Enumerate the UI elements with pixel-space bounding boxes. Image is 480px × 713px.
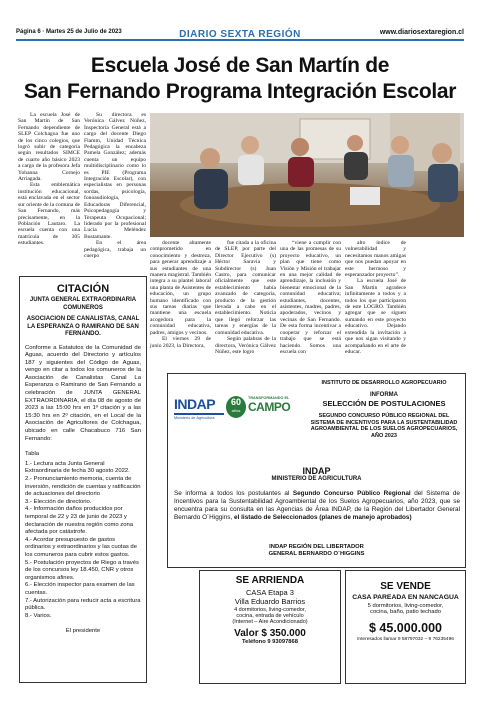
indap-years: 60 [230,397,241,407]
paper-name: DIARIO SEXTA REGIÓN [179,29,301,40]
indap-heading: INDAP [302,466,331,476]
arrienda-phone: Teléfono 9 93097868 [242,639,298,645]
indap-logo [174,396,224,420]
indap-institute: INSTITUTO DE DESARROLLO AGROPECUARIO [321,380,447,386]
indap-body-b: Segundo Concurso Público Regional [292,490,411,497]
agenda-item: 4.- Información daños producidos por temporal de 22 y 23 de junio de 2023 y declaración de nuestra región como zona afectada por catástrofe. [25,506,134,536]
arrienda-line-3: 4 dormitorios, living-comedor, [234,607,306,613]
paragraph: La escuela José de San Martín de San Fernando dependiente de SLEP Colchagua fue uno de los cinco colegios, que logró subir de categoría según resultados SIMCE de cuarto año básico 2023 a cargo de la profesora Jefa Yohanna Cornejo Arriagada. [18,112,80,183]
indap-body-d: el listado de Seleccionados (planes de manejo aprobados) [234,514,412,521]
citacion-title: CITACIÓN [56,283,110,295]
article-column-4 [215,240,276,355]
indap-ministry: MINISTERIO DE AGRICULTURA [271,476,362,482]
citacion-agenda [25,461,141,620]
vende-price: $ 45.000.000 [369,621,442,635]
paragraph: Según palabras de la directora, Verónica Gálvez Núñez, este logro [215,336,276,355]
headline-line-1: Escuela José de San Martín de [90,54,390,77]
indap-informa: INFORMA [370,392,398,398]
paragraph: En el área pedagógica, trabaja un cuerpo [84,240,146,259]
citacion-body: Conforme a Estatutos de la Comunidad de Aguas, acuerdo del Directorio y artículos 187 y siguientes del Código de Aguas, vengo en citar a todos los comuneros de la Asociación de Canalistas Canal La Esperanza o Ramirano de San Fernando a celebración de JUNTA GENERAL EXTRAORDINARIA, el día 08 de agosto de 2023 a las 15:00 hrs en 1º citación y a las 15:30 hrs en 2º citación, en el Local de la Asociación de Agricultores de Colchagua, ubicado en calle Chacabuco 716 San Fernando: [25,344,141,442]
agenda-item: 3.- Elección de directorio. [25,498,92,505]
headline-line-2: San Fernando Programa Integración Escolar [23,80,457,103]
indap-campaign-line2: CAMPO [248,400,291,414]
arrienda-price: Valor $ 350.000 [234,628,306,639]
paragraph: El viernes 29 de junio 2023, la Directora, [150,336,211,349]
paragraph: Esta emblemática institución educacional, está enclavada en el sector sur oriente de la comuna de San Fernando, más precisamente, en la Población Lautaro. La escuela cuenta con una matrícula de 305 estudiantes. [18,182,80,247]
indap-campaign-line1: TRANSFORMANDO EL [248,396,290,400]
article-column-3 [150,240,211,349]
indap-logo-ministry: Ministerio de Agricultura [174,416,215,420]
indap-60-badge [226,396,246,418]
vende-line-1: CASA PAREADA EN NANCAGUA [352,594,459,601]
arrienda-title: SE ARRIENDA [235,575,305,586]
indap-concurso: SEGUNDO CONCURSO PÚBLICO REGIONAL DEL SISTEMA DE INCENTIVOS PARA LA SUSTENTABILIDAD AGROAMBIENTAL DE LOS SUELOS AGROPECUARIOS, AÑO 2023 [310,413,458,439]
vende-line-3: cocina, baño, patio techado [370,609,441,615]
arrienda-line-1: CASA Etapa 3 [246,588,294,597]
indap-campaign [248,396,306,414]
citacion-subtitle-2: ASOCIACION DE CANALISTAS, CANAL LA ESPERANZA O RAMIRANO DE SAN FERNANDO. [26,316,140,337]
agenda-item: 8.- Varios. [25,612,52,619]
indap-notice [167,373,466,568]
indap-logo-bar [174,413,224,415]
citacion-subtitle-1: JUNTA GENERAL EXTRAORDINARIA COMUNEROS [29,297,137,311]
citacion-notice [19,276,147,683]
indap-body-a: Se informa a todos los postulantes al [174,490,293,497]
agenda-item: 5.- Postulación proyectos de Riego a través de los concursos ley 18.450, CNR y otros organismos afines. [25,559,139,581]
vende-phone: Interesados llamar 9 58797032 – 9 76235496 [357,637,454,642]
vende-line-2: 5 dormitorios, living-comedor, [367,603,444,609]
meeting-photo-illustration [150,113,464,237]
arrienda-ad [199,570,341,684]
arrienda-line-2: Villa Eduardo Barrios [234,597,306,606]
indap-body-c: del Sistema de Incentivos para la Sustentabilidad Agroambiental de los Suelos Agropecuarios, año 2023, que se encuentra para su consulta en las Agencias de Área INDAP, de la Región del Libertador General Bernardo O´Higgins, [174,490,460,521]
arrienda-line-5: (Internet – Aire Acondicionado) [232,619,308,625]
paragraph: Su directora es Verónica Gálvez Núñez, Inspectoría General está a cargo del docente Diego Flamm, Unidad Técnica Pedagógica la encabeza Pamela González; además cuenta un equipo multidisciplinario como lo es PIE (Programa Integración Escolar), con especialistas en personas sordas, psicología, fonoaudiología, Educadoras Diferencial, Psicopedagogía y Terapeuta Ocupacional; liderado por la profesional Lucía Meléndez Bustamante. [84,112,146,240]
article-column-5 [280,240,341,355]
indap-body [174,490,460,522]
meeting-photo [150,113,464,237]
paragraph: “viene a cumplir con una de las promesas de su proyecto educativo, un plan que tiene como Visión y Misión el trabajar en una mejor calidad de aprendizaje, la inclusión y bienestar emocional de la comunidad educativa; estudiantes, docentes, asistentes, madres, padres, apoderados, vecinos y vecinas de San Fernando. De esta forma incentivar a cooperar y reforzar el trabajo que se está haciendo. Somos una escuela con [280,240,341,355]
agenda-item: 6.- Elección inspector para examen de las cuentas. [25,582,135,596]
header-rule [16,39,464,41]
agenda-item: 4.- Acordar presupuesto de gastos ordinarios y extraordinarios y las cuotas de los comuneros para cubrir estos gastos. [25,536,137,558]
article-column-2 [84,112,146,259]
agenda-item: 7.- Autorización para reducir acta a escritura pública. [25,597,141,612]
citacion-tabla-label: Tabla [25,451,40,458]
agenda-item: 2.- Pronunciamiento memoria, cuenta de inversión, rendición de cuentas y ratificación de actuaciones del directorio [25,476,141,498]
website-link[interactable]: www.diariosextaregion.cl [379,29,464,36]
article-column-6 [345,240,406,355]
citacion-signature: El presidente [65,628,101,635]
vende-title: SE VENDE [380,581,431,592]
indap-footer-2: GENERAL BERNARDO O´HIGGINS [268,551,365,557]
page-date: Página 6 · Martes 25 de Julio de 2023 [16,29,122,35]
article-column-1 [18,112,80,247]
indap-seleccion: SELECCIÓN DE POSTULACIONES [322,399,446,408]
vende-ad [345,570,466,684]
indap-footer-1: INDAP REGIÓN DEL LIBERTADOR [269,544,364,550]
indap-logo-text: INDAP [174,396,216,412]
arrienda-line-4: cocina, entrada de vehículo [236,613,304,619]
paragraph: La escuela José de San Martín agradece infinitamente a todos y a todos los que participaron de este LOGRO. También agregar que se siguen sumando en este proyecto educativo. Dejando extendida la invitación a que nos sigan visitando y acompañando en el arte de educar. [345,278,406,355]
paragraph: alto índice de vulnerabilidad y necesitamos manos amigas que nos puedan apoyar en este hermoso y esperanzador proyecto”. [345,240,406,279]
paragraph: fue citada a la oficina de SLEP, por parte del Director Ejecutivo (s) Héctor Saravia y Subdirector (s) Juan Castro, para comunicar oficialmente que este establecimiento había avanzado de categoría, producto de la gestión llevada a cabo en el establecimiento. Noticia que llegó reforzar las tareas y energías de la comunidad educativa. [215,240,276,336]
agenda-item: 1.- Lectura acta Junta General Extraordinaria de fecha 30 agosto 2022. [25,460,130,475]
paragraph: docente altamente comprometido en conocimiento y destreza, para generar aprendizaje a sus estudiantes de una manera magistral. También integra a su plantel laboral una planta de Asistentes de educación, un grupo humano identificado con sus tareas diarias que mantiene una escuela acogedora para la comunidad educativa, padres, amigos y vecinos. [150,240,211,336]
indap-years-label: años [231,408,241,413]
